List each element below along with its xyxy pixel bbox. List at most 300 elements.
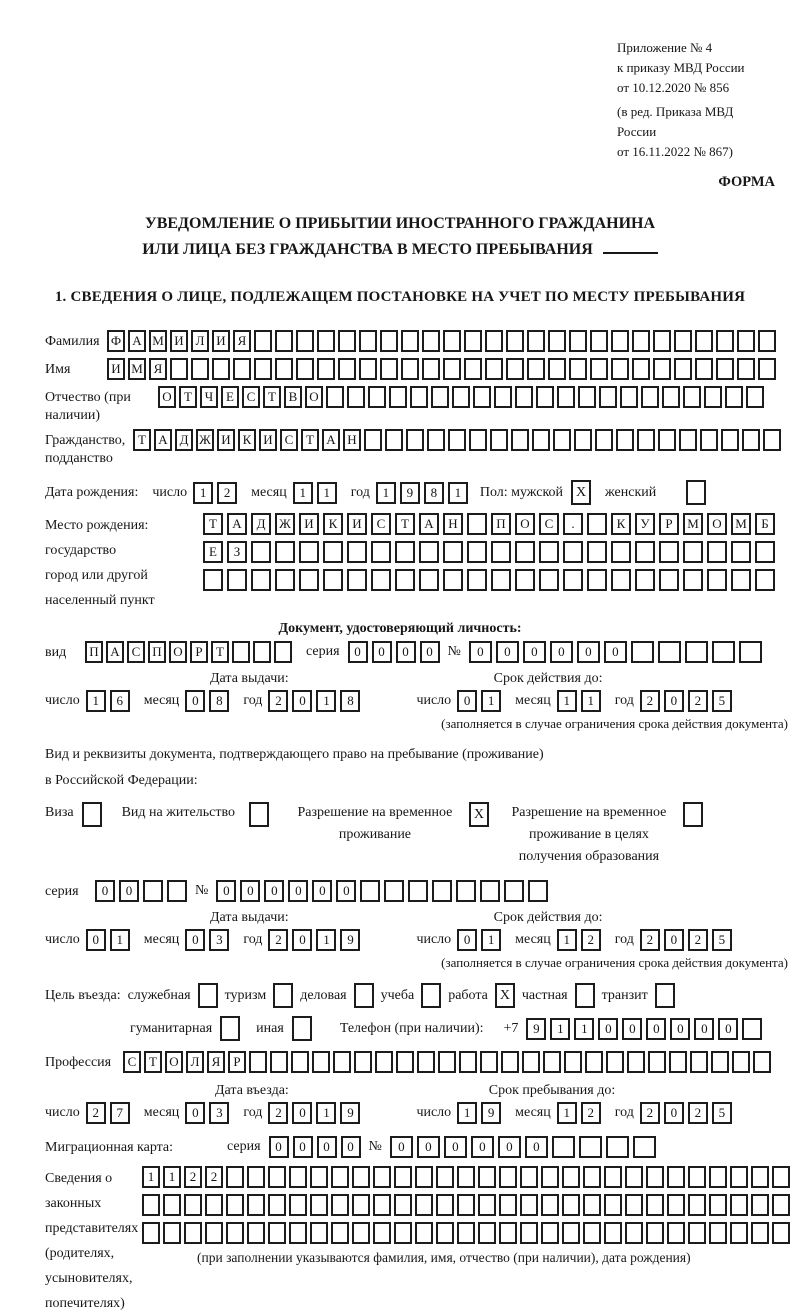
char-cell[interactable]: [604, 1194, 622, 1216]
char-cell[interactable]: Ж: [275, 513, 295, 535]
char-cell[interactable]: М: [731, 513, 751, 535]
char-cell[interactable]: [443, 569, 463, 591]
char-cell[interactable]: [249, 1051, 267, 1073]
char-cell[interactable]: Т: [263, 386, 281, 408]
char-cell[interactable]: [247, 1222, 265, 1244]
char-cell[interactable]: [536, 386, 554, 408]
char-cell[interactable]: Т: [395, 513, 415, 535]
char-cell[interactable]: 2: [640, 690, 660, 712]
char-cell[interactable]: 5: [712, 1102, 732, 1124]
char-cell[interactable]: [310, 1166, 328, 1188]
char-cell[interactable]: [452, 386, 470, 408]
char-cell[interactable]: [688, 1194, 706, 1216]
char-cell[interactable]: [408, 880, 428, 902]
char-cell[interactable]: 1: [163, 1166, 181, 1188]
char-cell[interactable]: 0: [664, 929, 684, 951]
char-cell[interactable]: С: [123, 1051, 141, 1073]
char-cell[interactable]: 0: [119, 880, 139, 902]
char-cell[interactable]: [688, 1222, 706, 1244]
char-cell[interactable]: 1: [557, 690, 577, 712]
char-cell[interactable]: 0: [420, 641, 440, 663]
char-cell[interactable]: [595, 429, 613, 451]
char-cell[interactable]: 3: [209, 1102, 229, 1124]
char-cell[interactable]: [658, 641, 681, 663]
char-cell[interactable]: [373, 1166, 391, 1188]
char-cell[interactable]: О: [515, 513, 535, 535]
char-cell[interactable]: М: [683, 513, 703, 535]
char-cell[interactable]: [520, 1222, 538, 1244]
char-cell[interactable]: 9: [340, 1102, 360, 1124]
char-cell[interactable]: И: [107, 358, 125, 380]
char-cell[interactable]: [251, 541, 271, 563]
char-cell[interactable]: 0: [341, 1136, 361, 1158]
char-cell[interactable]: С: [127, 641, 145, 663]
char-cell[interactable]: [506, 330, 524, 352]
char-cell[interactable]: 0: [390, 1136, 413, 1158]
checkbox-business[interactable]: [354, 983, 374, 1008]
char-cell[interactable]: [289, 1194, 307, 1216]
char-cell[interactable]: [289, 1166, 307, 1188]
char-cell[interactable]: [653, 330, 671, 352]
char-cell[interactable]: [562, 1222, 580, 1244]
char-cell[interactable]: [746, 386, 764, 408]
char-cell[interactable]: [515, 541, 535, 563]
char-cell[interactable]: [163, 1194, 181, 1216]
char-cell[interactable]: [254, 330, 272, 352]
char-cell[interactable]: [583, 1194, 601, 1216]
char-cell[interactable]: 2: [688, 1102, 708, 1124]
char-cell[interactable]: [739, 641, 762, 663]
char-cell[interactable]: 0: [670, 1018, 690, 1040]
char-cell[interactable]: [562, 1166, 580, 1188]
char-cell[interactable]: К: [238, 429, 256, 451]
char-cell[interactable]: Е: [203, 541, 223, 563]
char-cell[interactable]: [227, 569, 247, 591]
char-cell[interactable]: 0: [185, 1102, 205, 1124]
char-cell[interactable]: [275, 541, 295, 563]
char-cell[interactable]: [730, 1194, 748, 1216]
char-cell[interactable]: [543, 1051, 561, 1073]
char-cell[interactable]: 2: [184, 1166, 202, 1188]
char-cell[interactable]: [254, 358, 272, 380]
char-cell[interactable]: [611, 541, 631, 563]
char-cell[interactable]: Т: [203, 513, 223, 535]
char-cell[interactable]: [467, 513, 487, 535]
checkbox-residence-permit[interactable]: [249, 802, 269, 827]
char-cell[interactable]: [457, 1222, 475, 1244]
char-cell[interactable]: [763, 429, 781, 451]
char-cell[interactable]: [380, 330, 398, 352]
char-cell[interactable]: [360, 880, 380, 902]
char-cell[interactable]: М: [149, 330, 167, 352]
char-cell[interactable]: [659, 541, 679, 563]
char-cell[interactable]: [499, 1222, 517, 1244]
char-cell[interactable]: [587, 513, 607, 535]
char-cell[interactable]: 1: [110, 929, 130, 951]
char-cell[interactable]: 0: [646, 1018, 666, 1040]
char-cell[interactable]: [695, 330, 713, 352]
char-cell[interactable]: [491, 541, 511, 563]
char-cell[interactable]: [459, 1051, 477, 1073]
char-cell[interactable]: П: [148, 641, 166, 663]
char-cell[interactable]: [410, 386, 428, 408]
char-cell[interactable]: [384, 880, 404, 902]
char-cell[interactable]: [633, 1136, 656, 1158]
char-cell[interactable]: [226, 1194, 244, 1216]
char-cell[interactable]: [485, 330, 503, 352]
char-cell[interactable]: 0: [185, 929, 205, 951]
char-cell[interactable]: [658, 429, 676, 451]
char-cell[interactable]: [432, 880, 452, 902]
char-cell[interactable]: [467, 541, 487, 563]
char-cell[interactable]: [467, 569, 487, 591]
checkbox-gender-female[interactable]: [686, 480, 706, 505]
char-cell[interactable]: 1: [293, 482, 313, 504]
char-cell[interactable]: 1: [376, 482, 396, 504]
char-cell[interactable]: [203, 569, 223, 591]
checkbox-humanitarian[interactable]: [220, 1016, 240, 1041]
char-cell[interactable]: 0: [95, 880, 115, 902]
checkbox-work[interactable]: X: [495, 983, 515, 1008]
char-cell[interactable]: [427, 429, 445, 451]
char-cell[interactable]: [674, 330, 692, 352]
char-cell[interactable]: Н: [443, 513, 463, 535]
checkbox-transit[interactable]: [655, 983, 675, 1008]
char-cell[interactable]: И: [217, 429, 235, 451]
char-cell[interactable]: [539, 541, 559, 563]
char-cell[interactable]: [627, 1051, 645, 1073]
char-cell[interactable]: [635, 541, 655, 563]
char-cell[interactable]: [331, 1222, 349, 1244]
checkbox-gender-male[interactable]: X: [571, 480, 591, 505]
char-cell[interactable]: [268, 1222, 286, 1244]
char-cell[interactable]: [480, 880, 500, 902]
char-cell[interactable]: Р: [190, 641, 208, 663]
char-cell[interactable]: [299, 541, 319, 563]
char-cell[interactable]: [394, 1166, 412, 1188]
char-cell[interactable]: 0: [694, 1018, 714, 1040]
char-cell[interactable]: К: [323, 513, 343, 535]
char-cell[interactable]: [478, 1194, 496, 1216]
char-cell[interactable]: С: [371, 513, 391, 535]
char-cell[interactable]: [310, 1194, 328, 1216]
char-cell[interactable]: [737, 358, 755, 380]
char-cell[interactable]: П: [85, 641, 103, 663]
char-cell[interactable]: 1: [317, 482, 337, 504]
char-cell[interactable]: [289, 1222, 307, 1244]
char-cell[interactable]: [499, 1194, 517, 1216]
char-cell[interactable]: 2: [581, 929, 601, 951]
char-cell[interactable]: [646, 1222, 664, 1244]
char-cell[interactable]: 1: [457, 1102, 477, 1124]
char-cell[interactable]: М: [128, 358, 146, 380]
char-cell[interactable]: 0: [240, 880, 260, 902]
char-cell[interactable]: [371, 569, 391, 591]
checkbox-other[interactable]: [292, 1016, 312, 1041]
char-cell[interactable]: [247, 1194, 265, 1216]
char-cell[interactable]: [331, 1166, 349, 1188]
char-cell[interactable]: [490, 429, 508, 451]
char-cell[interactable]: [419, 569, 439, 591]
char-cell[interactable]: 1: [574, 1018, 594, 1040]
char-cell[interactable]: [667, 1166, 685, 1188]
char-cell[interactable]: 2: [268, 929, 288, 951]
char-cell[interactable]: 0: [457, 690, 477, 712]
char-cell[interactable]: [579, 1136, 602, 1158]
char-cell[interactable]: 2: [640, 929, 660, 951]
char-cell[interactable]: [436, 1194, 454, 1216]
char-cell[interactable]: 3: [209, 929, 229, 951]
char-cell[interactable]: 1: [550, 1018, 570, 1040]
char-cell[interactable]: [648, 1051, 666, 1073]
char-cell[interactable]: 1: [142, 1166, 160, 1188]
char-cell[interactable]: 6: [110, 690, 130, 712]
char-cell[interactable]: 1: [557, 1102, 577, 1124]
char-cell[interactable]: 0: [264, 880, 284, 902]
char-cell[interactable]: [499, 1166, 517, 1188]
char-cell[interactable]: [485, 358, 503, 380]
char-cell[interactable]: [631, 641, 654, 663]
char-cell[interactable]: 0: [471, 1136, 494, 1158]
char-cell[interactable]: [620, 386, 638, 408]
char-cell[interactable]: [688, 1166, 706, 1188]
char-cell[interactable]: [406, 429, 424, 451]
char-cell[interactable]: [679, 429, 697, 451]
char-cell[interactable]: [737, 330, 755, 352]
char-cell[interactable]: [323, 569, 343, 591]
char-cell[interactable]: [438, 1051, 456, 1073]
char-cell[interactable]: [456, 880, 476, 902]
char-cell[interactable]: [772, 1194, 790, 1216]
char-cell[interactable]: [375, 1051, 393, 1073]
char-cell[interactable]: [625, 1166, 643, 1188]
char-cell[interactable]: [578, 386, 596, 408]
char-cell[interactable]: [270, 1051, 288, 1073]
char-cell[interactable]: [443, 330, 461, 352]
char-cell[interactable]: А: [106, 641, 124, 663]
char-cell[interactable]: [380, 358, 398, 380]
char-cell[interactable]: 0: [288, 880, 308, 902]
char-cell[interactable]: [478, 1166, 496, 1188]
char-cell[interactable]: 9: [400, 482, 420, 504]
char-cell[interactable]: [364, 429, 382, 451]
char-cell[interactable]: 0: [348, 641, 368, 663]
char-cell[interactable]: 0: [86, 929, 106, 951]
char-cell[interactable]: Я: [233, 330, 251, 352]
char-cell[interactable]: [755, 569, 775, 591]
char-cell[interactable]: [394, 1222, 412, 1244]
char-cell[interactable]: [296, 330, 314, 352]
char-cell[interactable]: [690, 1051, 708, 1073]
char-cell[interactable]: [646, 1166, 664, 1188]
char-cell[interactable]: [504, 880, 524, 902]
char-cell[interactable]: [611, 358, 629, 380]
char-cell[interactable]: 2: [205, 1166, 223, 1188]
char-cell[interactable]: А: [227, 513, 247, 535]
char-cell[interactable]: [569, 330, 587, 352]
char-cell[interactable]: [473, 386, 491, 408]
char-cell[interactable]: [415, 1166, 433, 1188]
char-cell[interactable]: [683, 569, 703, 591]
char-cell[interactable]: 1: [481, 690, 501, 712]
char-cell[interactable]: С: [242, 386, 260, 408]
char-cell[interactable]: [491, 569, 511, 591]
char-cell[interactable]: 0: [550, 641, 573, 663]
char-cell[interactable]: [528, 880, 548, 902]
char-cell[interactable]: [457, 1194, 475, 1216]
char-cell[interactable]: [401, 358, 419, 380]
char-cell[interactable]: [436, 1166, 454, 1188]
char-cell[interactable]: [758, 330, 776, 352]
char-cell[interactable]: [331, 1194, 349, 1216]
char-cell[interactable]: [758, 358, 776, 380]
char-cell[interactable]: [394, 1194, 412, 1216]
char-cell[interactable]: [352, 1166, 370, 1188]
char-cell[interactable]: [371, 541, 391, 563]
char-cell[interactable]: В: [284, 386, 302, 408]
char-cell[interactable]: [730, 1166, 748, 1188]
char-cell[interactable]: [268, 1194, 286, 1216]
char-cell[interactable]: 2: [86, 1102, 106, 1124]
char-cell[interactable]: 0: [396, 641, 416, 663]
char-cell[interactable]: С: [280, 429, 298, 451]
char-cell[interactable]: 0: [664, 690, 684, 712]
char-cell[interactable]: [574, 429, 592, 451]
checkbox-official[interactable]: [198, 983, 218, 1008]
char-cell[interactable]: А: [154, 429, 172, 451]
char-cell[interactable]: [683, 386, 701, 408]
char-cell[interactable]: [368, 386, 386, 408]
char-cell[interactable]: [632, 330, 650, 352]
char-cell[interactable]: [753, 1051, 771, 1073]
char-cell[interactable]: [184, 1222, 202, 1244]
char-cell[interactable]: [604, 1222, 622, 1244]
char-cell[interactable]: [725, 386, 743, 408]
char-cell[interactable]: [585, 1051, 603, 1073]
char-cell[interactable]: Ч: [200, 386, 218, 408]
char-cell[interactable]: О: [305, 386, 323, 408]
char-cell[interactable]: 1: [481, 929, 501, 951]
char-cell[interactable]: [205, 1194, 223, 1216]
char-cell[interactable]: [641, 386, 659, 408]
char-cell[interactable]: [431, 386, 449, 408]
char-cell[interactable]: Т: [144, 1051, 162, 1073]
char-cell[interactable]: [711, 1051, 729, 1073]
char-cell[interactable]: [700, 429, 718, 451]
char-cell[interactable]: [590, 358, 608, 380]
char-cell[interactable]: Ф: [107, 330, 125, 352]
char-cell[interactable]: 1: [448, 482, 468, 504]
char-cell[interactable]: 8: [340, 690, 360, 712]
char-cell[interactable]: [730, 1222, 748, 1244]
char-cell[interactable]: [683, 541, 703, 563]
char-cell[interactable]: [457, 1166, 475, 1188]
char-cell[interactable]: [373, 1194, 391, 1216]
char-cell[interactable]: [731, 541, 751, 563]
char-cell[interactable]: [347, 569, 367, 591]
char-cell[interactable]: О: [158, 386, 176, 408]
char-cell[interactable]: [667, 1194, 685, 1216]
char-cell[interactable]: 0: [185, 690, 205, 712]
char-cell[interactable]: [520, 1166, 538, 1188]
char-cell[interactable]: 9: [526, 1018, 546, 1040]
char-cell[interactable]: [653, 358, 671, 380]
char-cell[interactable]: У: [635, 513, 655, 535]
char-cell[interactable]: [646, 1194, 664, 1216]
checkbox-tourism[interactable]: [273, 983, 293, 1008]
char-cell[interactable]: [685, 641, 708, 663]
char-cell[interactable]: [709, 1222, 727, 1244]
char-cell[interactable]: [541, 1166, 559, 1188]
char-cell[interactable]: [142, 1222, 160, 1244]
char-cell[interactable]: [539, 569, 559, 591]
char-cell[interactable]: [296, 358, 314, 380]
char-cell[interactable]: [347, 541, 367, 563]
char-cell[interactable]: [742, 1018, 762, 1040]
char-cell[interactable]: [709, 1166, 727, 1188]
char-cell[interactable]: 7: [110, 1102, 130, 1124]
char-cell[interactable]: [359, 358, 377, 380]
char-cell[interactable]: [251, 569, 271, 591]
char-cell[interactable]: [338, 358, 356, 380]
char-cell[interactable]: 5: [712, 929, 732, 951]
char-cell[interactable]: [253, 641, 271, 663]
char-cell[interactable]: 0: [293, 1136, 313, 1158]
char-cell[interactable]: [731, 569, 751, 591]
char-cell[interactable]: [317, 358, 335, 380]
char-cell[interactable]: [611, 330, 629, 352]
char-cell[interactable]: [478, 1222, 496, 1244]
char-cell[interactable]: 2: [688, 690, 708, 712]
char-cell[interactable]: [494, 386, 512, 408]
char-cell[interactable]: [395, 569, 415, 591]
char-cell[interactable]: [226, 1166, 244, 1188]
char-cell[interactable]: [637, 429, 655, 451]
char-cell[interactable]: [415, 1194, 433, 1216]
char-cell[interactable]: [401, 330, 419, 352]
char-cell[interactable]: [464, 330, 482, 352]
char-cell[interactable]: [323, 541, 343, 563]
char-cell[interactable]: [291, 1051, 309, 1073]
char-cell[interactable]: [443, 541, 463, 563]
char-cell[interactable]: 0: [292, 690, 312, 712]
char-cell[interactable]: [707, 541, 727, 563]
char-cell[interactable]: И: [299, 513, 319, 535]
char-cell[interactable]: Р: [228, 1051, 246, 1073]
char-cell[interactable]: 0: [292, 1102, 312, 1124]
char-cell[interactable]: 1: [316, 1102, 336, 1124]
char-cell[interactable]: 1: [86, 690, 106, 712]
char-cell[interactable]: [583, 1222, 601, 1244]
char-cell[interactable]: [515, 569, 535, 591]
char-cell[interactable]: Б: [755, 513, 775, 535]
char-cell[interactable]: 0: [598, 1018, 618, 1040]
char-cell[interactable]: Я: [207, 1051, 225, 1073]
char-cell[interactable]: О: [165, 1051, 183, 1073]
char-cell[interactable]: Д: [251, 513, 271, 535]
char-cell[interactable]: 2: [581, 1102, 601, 1124]
char-cell[interactable]: [191, 358, 209, 380]
char-cell[interactable]: [772, 1222, 790, 1244]
char-cell[interactable]: 0: [577, 641, 600, 663]
char-cell[interactable]: [751, 1222, 769, 1244]
char-cell[interactable]: 1: [581, 690, 601, 712]
char-cell[interactable]: 0: [718, 1018, 738, 1040]
char-cell[interactable]: [587, 569, 607, 591]
char-cell[interactable]: 0: [336, 880, 356, 902]
char-cell[interactable]: [721, 429, 739, 451]
char-cell[interactable]: Т: [133, 429, 151, 451]
